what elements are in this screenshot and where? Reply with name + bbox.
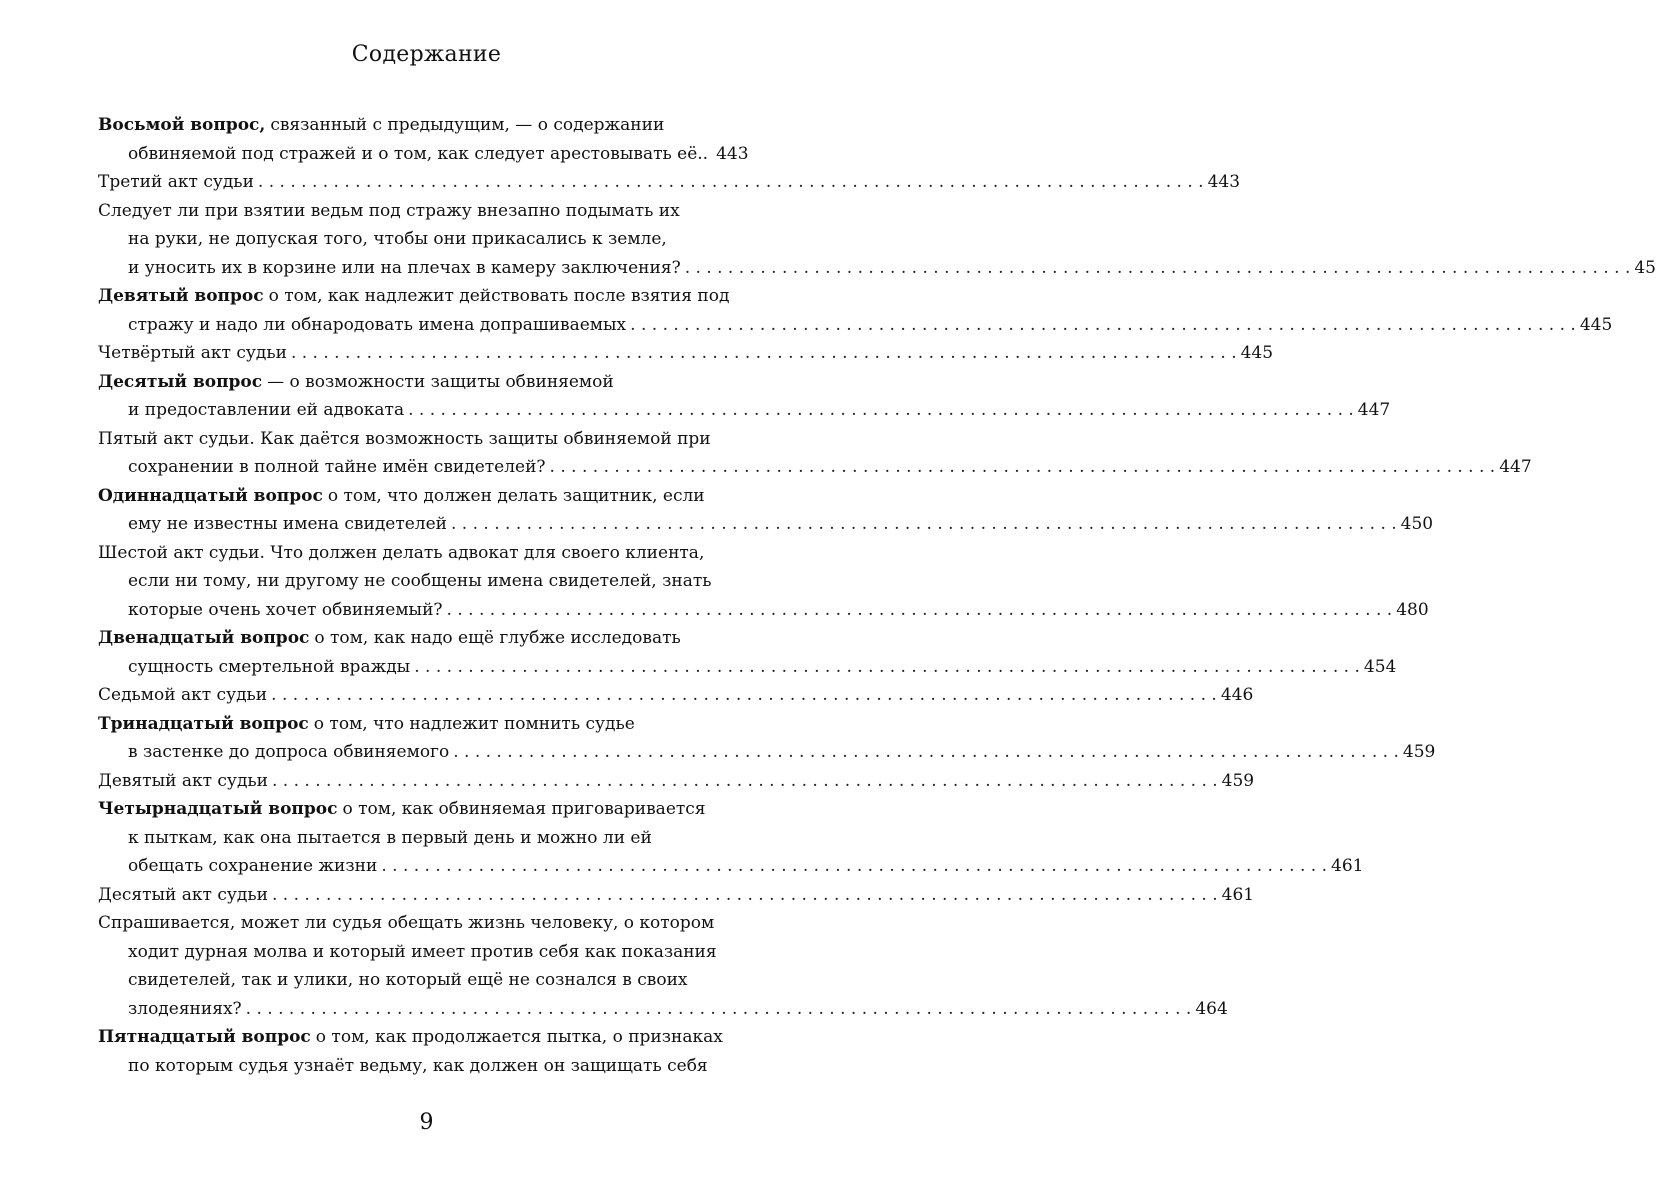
- toc-entry-text: на руки, не допуская того, чтобы они прикасались к земле,: [128, 229, 667, 249]
- toc-entry-text: Седьмой акт судьи: [98, 685, 268, 705]
- toc-entry-continuation: [98, 311, 1613, 340]
- toc-entry-line: [98, 881, 1255, 910]
- toc-entry-continuation: [98, 510, 1434, 539]
- toc-entry-continuation: [98, 653, 1397, 682]
- leader-dots: [453, 738, 1399, 767]
- toc-entry-continuation: [98, 453, 1532, 482]
- toc-entry-line: [98, 339, 1274, 368]
- toc-page-number: 450: [1400, 514, 1434, 534]
- toc-entry-text: если ни тому, ни другому не сообщены имена свидетелей, знать: [128, 571, 712, 591]
- toc-entry-text: и предоставлении ей адвоката: [128, 400, 405, 420]
- toc-page-number: 461: [1221, 884, 1255, 905]
- leader-dots: [550, 453, 1496, 482]
- toc-entry-text: к пыткам, как она пытается в первый день и можно ли ей: [128, 827, 652, 848]
- toc-entry-text: Четвёртый акт судьи: [98, 343, 287, 363]
- toc-entry-heading: Двенадцатый вопрос: [98, 628, 310, 648]
- toc-entry-line: [98, 681, 1254, 710]
- toc-page-number: 443: [1207, 172, 1241, 192]
- toc-entry-text: обвиняемой под стражей и о том, как следует арестовывать её..: [128, 143, 709, 164]
- toc-page-number: 446: [1220, 685, 1254, 705]
- toc-entry-text: в застенке до допроса обвиняемого: [128, 742, 450, 762]
- toc-page-number: 447: [1499, 457, 1532, 477]
- toc-entry-heading: Одиннадцатый вопрос: [98, 485, 323, 506]
- toc-entry-text: Десятый акт судьи: [98, 884, 268, 905]
- toc-entry-line: [98, 197, 726, 226]
- toc-entry-line: [98, 909, 726, 938]
- toc-entry-text: о том, как надлежит действовать после взятия под: [268, 286, 730, 306]
- toc-entry-text: связанный с предыдущим, — о содержании: [270, 115, 665, 135]
- leader-dots: [272, 881, 1218, 910]
- toc-entry-continuation: [98, 596, 1429, 625]
- toc-entry-text: Третий акт судьи: [98, 172, 254, 192]
- toc-entry-text: стражу и надо ли обнародовать имена допрашиваемых: [128, 314, 627, 335]
- toc-page-number: 459: [1402, 742, 1436, 762]
- toc-entry-continuation: [98, 938, 726, 967]
- toc-entry-continuation: [98, 824, 726, 853]
- toc-entry-line: [98, 710, 726, 739]
- toc-entry-text: сохранении в полной тайне имён свидетелей?: [128, 457, 546, 477]
- toc-page-number: 459: [1221, 770, 1255, 791]
- leader-dots: [246, 995, 1192, 1024]
- toc-entry-text: Пятый акт судьи. Как даётся возможность защиты обвиняемой при: [98, 428, 711, 449]
- toc-entry-text: по которым судья узнаёт ведьму, как должен он защищать себя: [128, 1055, 708, 1076]
- leader-dots: [258, 168, 1204, 197]
- toc-entry-line: [98, 1023, 726, 1052]
- toc-entry-line: [98, 539, 726, 568]
- toc-page-number: 445: [1240, 343, 1274, 363]
- toc-entry-heading: Тринадцатый вопрос: [98, 713, 309, 734]
- leader-dots: [451, 510, 1397, 539]
- toc-page-number: 447: [1357, 400, 1391, 420]
- toc-entry-line: [98, 168, 1241, 197]
- toc-entry-heading: Четырнадцатый вопрос: [98, 799, 338, 819]
- leader-dots: [408, 396, 1354, 425]
- toc-entry-text: и уносить их в корзине или на плечах в камеру заключения?: [128, 257, 681, 278]
- toc-page-number: 454: [1363, 656, 1397, 677]
- toc-entry-text: о том, что надлежит помнить судье: [313, 713, 635, 734]
- toc-entry-text: Девятый акт судьи: [98, 770, 268, 791]
- toc-entry-text: которые очень хочет обвиняемый?: [128, 599, 443, 620]
- toc-entry-line: [98, 482, 726, 511]
- toc-entry-text: ходит дурная молва и который имеет против себя как показания: [128, 941, 717, 962]
- toc-entry-line: [98, 795, 726, 824]
- toc-entry-text: о том, как надо ещё глубже исследовать: [314, 628, 681, 648]
- toc-page-number: 445: [1579, 314, 1613, 335]
- toc-entry-continuation: [98, 852, 1364, 881]
- toc-entry-line: [98, 425, 726, 454]
- toc-entry-text: о том, что должен делать защитник, если: [327, 485, 705, 506]
- leader-dots: [414, 653, 1360, 682]
- toc-entry-continuation: [98, 396, 1391, 425]
- toc-entry-text: обещать сохранение жизни: [128, 856, 378, 876]
- toc-entry-text: свидетелей, так и улики, но который ещё не сознался в своих: [128, 970, 688, 990]
- toc-entry-text: Шестой акт судьи. Что должен делать адвокат для своего клиента,: [98, 542, 705, 563]
- toc-entry-continuation: [98, 567, 726, 596]
- page-number: 9: [419, 1110, 434, 1135]
- toc-entry-continuation: [98, 254, 1656, 283]
- leader-dots: [447, 596, 1393, 625]
- leader-dots: [685, 254, 1631, 283]
- toc-entry-heading: Десятый вопрос: [98, 371, 263, 392]
- toc-entry-line: [98, 282, 730, 311]
- toc-entry-line: [98, 767, 1255, 796]
- toc-entry-text: Следует ли при взятии ведьм под стражу внезапно подымать их: [98, 200, 680, 221]
- leader-dots: [291, 339, 1237, 368]
- leader-dots: [271, 681, 1217, 710]
- toc-page-number: 443: [716, 143, 749, 164]
- toc-entry-text: о том, как обвиняемая приговаривается: [342, 799, 706, 819]
- leader-dots: [272, 767, 1218, 796]
- toc-entry-continuation: [98, 225, 726, 254]
- toc-page-number: 461: [1331, 856, 1364, 876]
- toc-entry-text: — о возможности защиты обвиняемой: [267, 371, 614, 392]
- toc-entry-continuation: [98, 995, 1228, 1024]
- toc-page-number: 45: [1634, 257, 1656, 278]
- page-title: Содержание: [351, 42, 502, 67]
- toc-entry-heading: Восьмой вопрос,: [98, 115, 266, 135]
- toc-entry-text: ему не известны имена свидетелей: [128, 514, 447, 534]
- toc-entry-continuation: [98, 140, 749, 169]
- toc-page-number: 464: [1195, 998, 1228, 1019]
- toc-entry-line: [98, 624, 726, 653]
- toc-entry-line: [98, 111, 726, 140]
- toc-entry-heading: Пятнадцатый вопрос: [98, 1027, 311, 1047]
- toc-entry-text: злодеяниях?: [128, 998, 242, 1019]
- toc-entry-continuation: [98, 1052, 726, 1081]
- toc-entry-line: [98, 368, 726, 397]
- toc-entry-text: о том, как продолжается пытка, о признаках: [315, 1027, 723, 1047]
- toc-entry-continuation: [98, 738, 1436, 767]
- toc-entry-heading: Девятый вопрос: [98, 286, 264, 306]
- leader-dots: [381, 852, 1327, 881]
- toc-entry-continuation: [98, 966, 726, 995]
- table-of-contents: [98, 111, 1656, 1080]
- leader-dots: [630, 311, 1576, 340]
- toc-entry-text: Спрашивается, может ли судья обещать жизнь человеку, о котором: [98, 913, 715, 933]
- toc-page-number: 480: [1396, 599, 1429, 620]
- toc-entry-text: сущность смертельной вражды: [128, 656, 411, 677]
